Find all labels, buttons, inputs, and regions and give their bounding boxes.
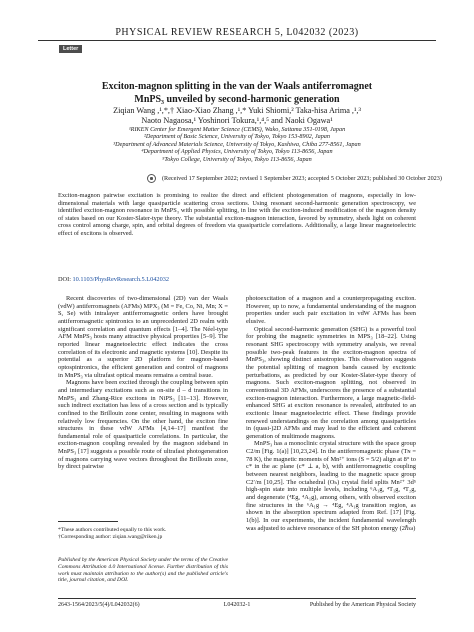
left-paragraph-1: Recent discoveries of two-dimensional (2D) van der Waals (vdW) antiferromagnets (AFMs) MPX₃ (M = Fe, Co, Ni, Mn; X = S, Se) with intralayer antiferromagnetic orders have brought antiferromagnetic spintronics to an unprecedented 2D realm with significant correlation and quantum effects [1–4]. The Néel-type AFM MnPS₃ hosts many attractive physical properties [5–9]. The reported linear magnetoelectric effect indicates the cross correlation of its electronic and magnetic systems [10]. Despite its potential as a superior 2D platform for magnon-based optospintronics, the efficient generation and control of magnons in MnPS₃ via ultrafast optical means remains a central issue. [58, 295, 228, 379]
affiliation-3: ³Department of Advanced Materials Science, University of Tokyo, Kashiwa, Chiba 277-8561, Japan [113, 140, 361, 148]
footnotes [58, 527, 228, 541]
affiliation-4: ⁴Department of Applied Physics, University of Tokyo, Tokyo 113-8656, Japan [141, 148, 333, 156]
footnote-corresponding-author: †Corresponding author: ziqian.wang@riken.jp [58, 533, 163, 540]
open-access-icon[interactable] [147, 174, 156, 183]
affiliation-5: ⁵Tokyo College, University of Tokyo, Tokyo 113-8656, Japan [162, 155, 312, 163]
author-list [40, 106, 434, 125]
footer-publisher: Published by the American Physical Society [309, 602, 416, 608]
title-line-1: Exciton-magnon splitting in the van der Waals antiferromagnet [101, 81, 373, 92]
affiliations [40, 126, 434, 163]
footer-rule [58, 598, 416, 599]
license-statement: Published by the American Physical Society under the terms of the Creative Commons Attribution 4.0 International license. Further distribution of this work must maintain attribution to the author(s) and the published article's title, journal citation, and DOI. [58, 557, 228, 584]
header-rule [38, 40, 436, 41]
footer-page-number: L042032-1 [223, 602, 251, 608]
publication-dates [147, 174, 447, 183]
doi-label: DOI: [58, 276, 71, 283]
authors-line-1: Ziqian Wang ,¹,*,† Xiao-Xiao Zhang ,¹,* Yuki Shiomi,² Taka-hisa Arima ,¹,³ [113, 106, 361, 115]
left-paragraph-2: Magnons have been excited through the coupling between spin and intermediary excitations such as on-site d – d transitions in MnPS₃ and Zhang-Rice excitons in NiPS₃ [11–13]. However, such indirect excitation has less of a cross section and is typically confined to the Brillouin zone center, resulting in magnons with relatively low frequencies. On the other hand, the exciton fine structures in these vdW AFMs [4,14–17] manifest the fundamental role of quasiparticle correlations. In particular, the exciton-magnon coupling revealed by the magnon sideband in MnPS₃ [17] suggests a possible route of ultrafast photogeneration of magnons carrying wave vectors throughout the Brillouin zone, by direct pairwise [58, 379, 228, 471]
footer-issn: 2643-1564/2023/5(4)/L042032(6) [58, 602, 140, 608]
doi-line [58, 276, 169, 283]
right-paragraph-2: Optical second-harmonic generation (SHG) is a powerful tool for probing the magnetic symmetries in MPS₃ [18–22]. Using resonant SHG spectroscopy with symmetry analysis, we reveal possible two-peak features in the exciton-magnon spectra of MnPS₃, showing distinct anisotropies. This observation suggests the potential splitting of magnon bands caused by excitonic perturbations, as predicted by our Koster-Slater-type theory of magnons. Such exciton-magnon splitting, not observed in conventional 3D AFMs, underscores the presence of a substantial exciton-magnon interaction. Furthermore, a large magnetic-field-enhanced SHG at exciton resonance is revealed, attributed to an excitonic linear magnetoelectric effect. These findings provide renewed understandings on the correlation among quasiparticles in (quasi-)2D AFMs and may lead to the efficient and coherent generation of multimode magnons. [246, 325, 416, 440]
right-column [246, 295, 416, 532]
doi-link[interactable]: 10.1103/PhysRevResearch.5.L042032 [72, 276, 170, 283]
article-type-badge: Letter [59, 45, 82, 53]
affiliation-1: ¹RIKEN Center for Emergent Matter Science (CEMS), Wako, Saitama 351-0198, Japan [128, 126, 346, 133]
right-paragraph-1: photoexcitation of a magnon and a counterpropagating exciton. However, up to now, a fundamental understanding of the magnon properties under such pair excitation in vdW AFMs has been elusive. [246, 295, 416, 325]
left-column [58, 295, 228, 471]
authors-line-2: Naoto Nagaosa,¹ Yoshinori Tokura,¹,⁴,⁵ and Naoki Ogawa¹ [141, 115, 333, 125]
dates-text: (Received 17 September 2022; revised 1 September 2023; accepted 5 October 2023; published 30 October 2023) [162, 174, 442, 182]
footnote-equal-contribution: *These authors contributed equally to this work. [58, 527, 167, 533]
abstract: Exciton-magnon pairwise excitation is promising to realize the direct and efficient photogeneration of magnons, especially in low-dimensional materials with large quasiparticle scattering cross sections. Using resonant second-harmonic generation spectroscopy, we identified exciton-magnon resonance in MnPS₃ with possible splitting, in line with the exciton-induced modification of the magnon density of states based on our Koster-Slater-type theory. The substantial exciton-magnon interaction, favored by symmetry, sheds light on coherent cross control among charge, spin, and orbital degrees of freedom via quasiparticle correlations. Additionally, a large linear magnetoelectric effect of excitons is observed. [58, 192, 416, 237]
right-paragraph-3: MnPS₃ has a monoclinic crystal structure with the space group C2/m [Fig. 1(a)] [10,23,24]. In the antiferromagnetic phase (Tɴ = 78 K), the magnetic moments of Mn²⁺ ions (S = 5/2) align at 8° to c* in the ac plane (c* ⊥ a, b), with antiferromagnetic coupling between nearest neighbors, leading to the magnetic space group C2′/m [10,25]. The octahedral (Oₕ) crystal field splits Mn²⁺ 3d⁵ high-spin state into multiple levels, including ⁶A₁g, ⁴T₁g, ⁴T₂g, and degenerate (⁴Eg, ⁴A₁g), among others, with observed exciton fine structures in the ⁶A₁g → ⁴Eg, ⁴A₁g transition region, as shown in the absorption spectrum adapted from Ref. [17] [Fig. 1(b)]. In our experiments, the incident fundamental wavelength was adjusted to achieve resonance of the SH photon energy (2ℏω) [246, 440, 416, 532]
affiliation-2: ²Department of Basic Science, University of Tokyo, Tokyo 153-8902, Japan [144, 133, 330, 141]
journal-header: PHYSICAL REVIEW RESEARCH 5, L042032 (2023) [115, 27, 359, 38]
title-line-2: MnPS₃ unveiled by second-harmonic generation [134, 93, 340, 105]
paper-title [40, 81, 434, 106]
footnote-rule [58, 521, 118, 522]
